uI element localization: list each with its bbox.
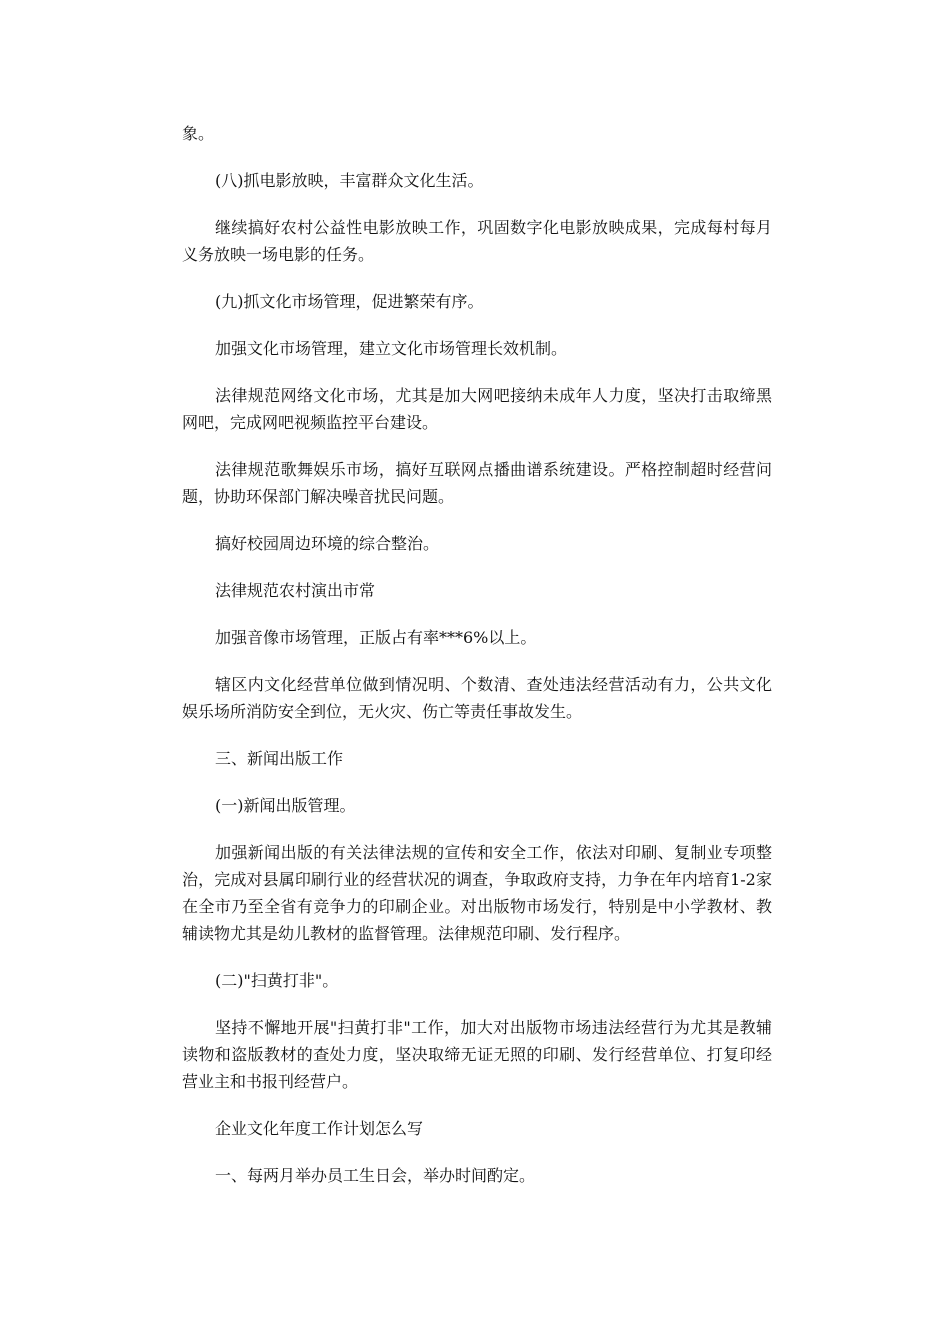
paragraph: 一、每两月举办员工生日会，举办时间酌定。 <box>215 1166 536 1185</box>
section-heading-8: (八)抓电影放映，丰富群众文化生活。 <box>215 171 484 190</box>
subsection-heading-1: (一)新闻出版管理。 <box>215 796 356 815</box>
subsection-heading-2: (二)"扫黄打非"。 <box>215 971 339 990</box>
paragraph: 搞好校园周边环境的综合整治。 <box>215 534 440 553</box>
paragraph: 继续搞好农村公益性电影放映工作，巩固数字化电影放映成果，完成每村每月义务放映一场电影的任务。 <box>182 218 772 264</box>
section-heading-3: 三、新闻出版工作 <box>215 749 344 768</box>
paragraph: 法律规范网络文化市场，尤其是加大网吧接纳未成年人力度，坚决打击取缔黑网吧，完成网吧视频监控平台建设。 <box>182 386 772 432</box>
paragraph: 坚持不懈地开展"扫黄打非"工作，加大对出版物市场违法经营行为尤其是教辅读物和盗版教材的查处力度，坚决取缔无证无照的印刷、发行经营单位、打复印经营业主和书报刊经营户。 <box>182 1018 772 1091</box>
document-body <box>182 120 772 1209</box>
paragraph: 法律规范农村演出市常 <box>215 581 376 600</box>
document-subtitle: 企业文化年度工作计划怎么写 <box>215 1119 424 1138</box>
paragraph-continuation: 象。 <box>182 124 215 143</box>
paragraph: 加强文化市场管理，建立文化市场管理长效机制。 <box>215 339 568 358</box>
section-heading-9: (九)抓文化市场管理，促进繁荣有序。 <box>215 292 484 311</box>
paragraph: 加强音像市场管理，正版占有率***6%以上。 <box>215 628 537 647</box>
paragraph: 辖区内文化经营单位做到情况明、个数清、查处违法经营活动有力，公共文化娱乐场所消防安全到位，无火灾、伤亡等责任事故发生。 <box>182 675 772 721</box>
paragraph: 法律规范歌舞娱乐市场，搞好互联网点播曲谱系统建设。严格控制超时经营问题，协助环保部门解决噪音扰民问题。 <box>182 460 772 506</box>
paragraph: 加强新闻出版的有关法律法规的宣传和安全工作，依法对印刷、复制业专项整治，完成对县属印刷行业的经营状况的调查，争取政府支持，力争在年内培育1-2家在全市乃至全省有竞争力的印刷企业。对出版物市场发行，特别是中小学教材、教辅读物尤其是幼儿教材的监督管理。法律规范印刷、发行程序。 <box>182 843 772 943</box>
